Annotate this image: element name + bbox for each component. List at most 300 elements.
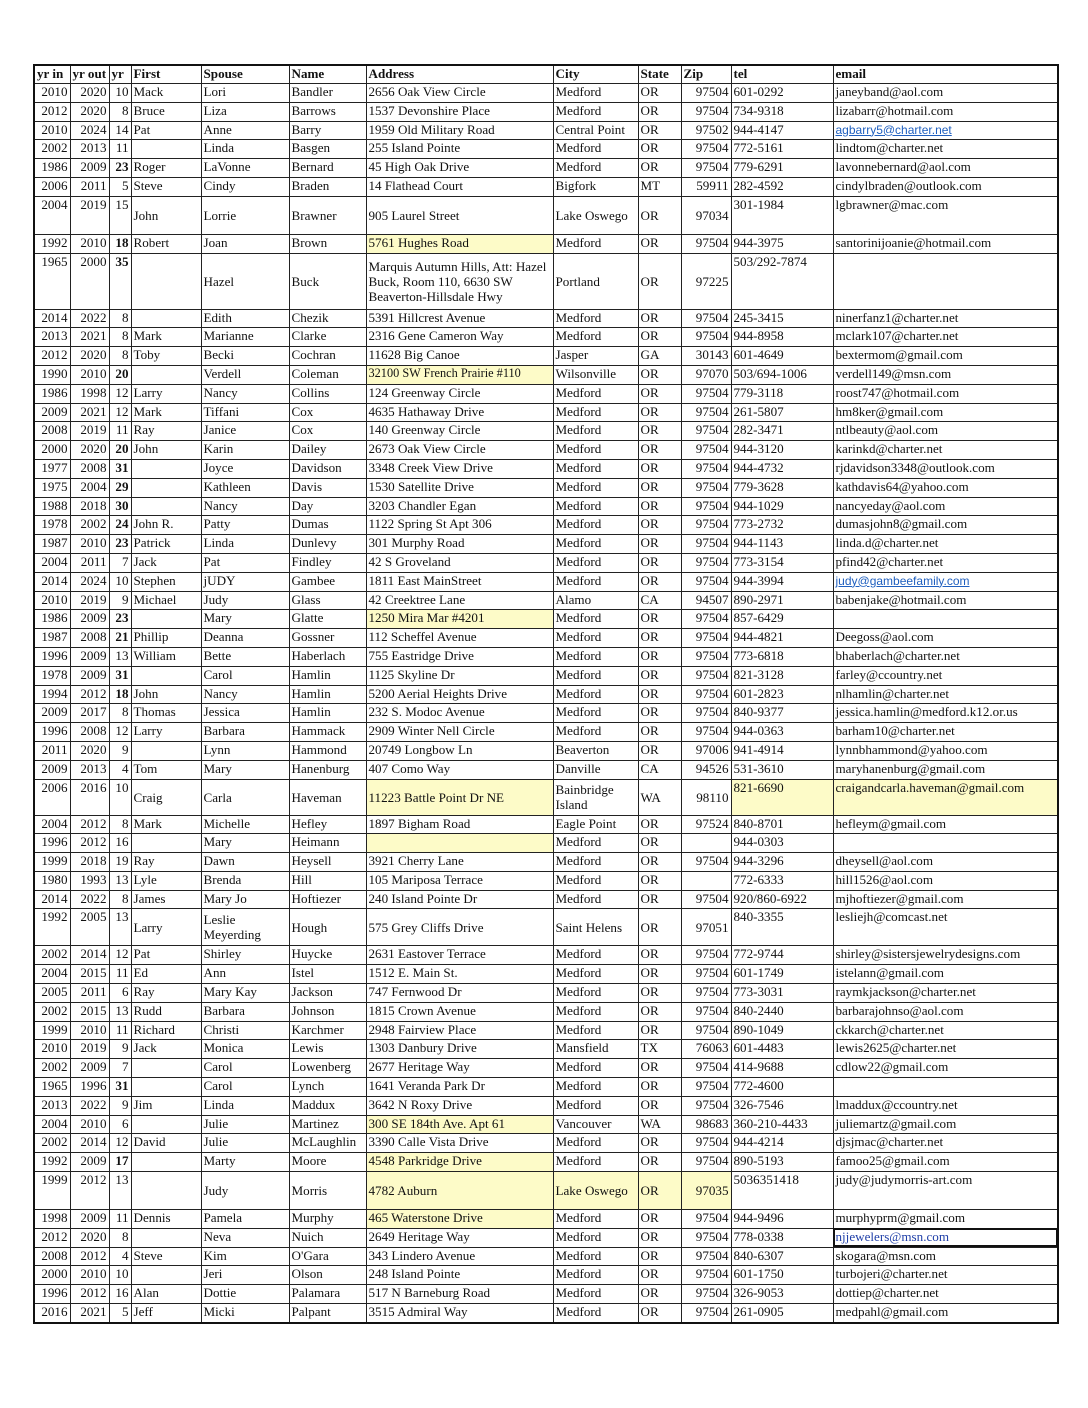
cell-state: OR bbox=[638, 834, 681, 853]
cell-city: Medford bbox=[553, 1285, 638, 1304]
cell-tel: 5036351418 bbox=[731, 1172, 833, 1210]
col-header-yr-in: yr in bbox=[34, 65, 70, 84]
cell-yr: 15 bbox=[109, 196, 131, 234]
table-row bbox=[34, 309, 1058, 328]
cell-spouse: Lorrie bbox=[201, 196, 289, 234]
email-link[interactable]: judy@gambeefamily.com bbox=[835, 573, 970, 588]
cell-spouse: Julie bbox=[201, 1115, 289, 1134]
cell-email: judy@judymorris-art.com bbox=[833, 1172, 1058, 1210]
cell-zip: 97504 bbox=[681, 723, 731, 742]
cell-name: Collins bbox=[289, 384, 366, 403]
cell-zip: 97504 bbox=[681, 1096, 731, 1115]
cell-name: Lewis bbox=[289, 1040, 366, 1059]
cell-yr-in: 1975 bbox=[34, 478, 70, 497]
cell-city: Medford bbox=[553, 666, 638, 685]
cell-name: Hamlin bbox=[289, 666, 366, 685]
cell-yr: 13 bbox=[109, 871, 131, 890]
cell-spouse: Michelle bbox=[201, 815, 289, 834]
cell-address: 2909 Winter Nell Circle bbox=[366, 723, 553, 742]
cell-tel: 944-1029 bbox=[731, 497, 833, 516]
cell-yr: 29 bbox=[109, 478, 131, 497]
col-header-first: First bbox=[131, 65, 201, 84]
cell-state: OR bbox=[638, 1247, 681, 1266]
cell-name: Cochran bbox=[289, 347, 366, 366]
cell-name: Hamlin bbox=[289, 704, 366, 723]
cell-yr-out: 1996 bbox=[70, 1078, 109, 1097]
cell-address: 5391 Hillcrest Avenue bbox=[366, 309, 553, 328]
table-row bbox=[34, 1115, 1058, 1134]
cell-state: OR bbox=[638, 723, 681, 742]
cell-yr-in: 1978 bbox=[34, 666, 70, 685]
cell-yr-out: 2014 bbox=[70, 1134, 109, 1153]
cell-address: 905 Laurel Street bbox=[366, 196, 553, 234]
cell-email[interactable] bbox=[833, 1228, 1058, 1247]
cell-yr-in: 2000 bbox=[34, 441, 70, 460]
table-row bbox=[34, 234, 1058, 253]
cell-yr-in: 2010 bbox=[34, 1040, 70, 1059]
cell-tel: 414-9688 bbox=[731, 1059, 833, 1078]
cell-state: OR bbox=[638, 196, 681, 234]
cell-email: linda.d@charter.net bbox=[833, 535, 1058, 554]
cell-address: 3642 N Roxy Drive bbox=[366, 1096, 553, 1115]
table-row bbox=[34, 384, 1058, 403]
cell-spouse: Mary Jo bbox=[201, 890, 289, 909]
cell-address: 2656 Oak View Circle bbox=[366, 84, 553, 103]
cell-name: Cox bbox=[289, 422, 366, 441]
col-header-yr: yr bbox=[109, 65, 131, 84]
cell-state: OR bbox=[638, 553, 681, 572]
cell-spouse: Julie bbox=[201, 1134, 289, 1153]
table-row bbox=[34, 253, 1058, 309]
table-row bbox=[34, 629, 1058, 648]
cell-yr: 31 bbox=[109, 459, 131, 478]
cell-name: Dumas bbox=[289, 516, 366, 535]
cell-zip: 97504 bbox=[681, 666, 731, 685]
cell-yr-in: 1986 bbox=[34, 159, 70, 178]
cell-first: Phillip bbox=[131, 629, 201, 648]
cell-yr-out: 2013 bbox=[70, 760, 109, 779]
cell-zip: 97524 bbox=[681, 815, 731, 834]
cell-tel: 890-1049 bbox=[731, 1021, 833, 1040]
cell-first: William bbox=[131, 647, 201, 666]
cell-address: 517 N Barneburg Road bbox=[366, 1285, 553, 1304]
cell-email: istelann@gmail.com bbox=[833, 965, 1058, 984]
cell-yr-in: 2009 bbox=[34, 704, 70, 723]
cell-zip: 97504 bbox=[681, 965, 731, 984]
cell-yr-out: 2020 bbox=[70, 102, 109, 121]
cell-yr-out: 2010 bbox=[70, 1021, 109, 1040]
cell-first: Ray bbox=[131, 984, 201, 1003]
cell-zip: 97504 bbox=[681, 159, 731, 178]
cell-address: 5200 Aerial Heights Drive bbox=[366, 685, 553, 704]
cell-state: OR bbox=[638, 535, 681, 554]
cell-city: Medford bbox=[553, 1247, 638, 1266]
cell-yr: 5 bbox=[109, 177, 131, 196]
cell-email: farley@ccountry.net bbox=[833, 666, 1058, 685]
cell-zip: 97504 bbox=[681, 1021, 731, 1040]
col-header-yr-out: yr out bbox=[70, 65, 109, 84]
cell-tel: 944-4147 bbox=[731, 121, 833, 140]
table-body bbox=[34, 84, 1058, 1323]
table-row bbox=[34, 741, 1058, 760]
cell-name: Heysell bbox=[289, 853, 366, 872]
cell-first: John bbox=[131, 196, 201, 234]
cell-state: OR bbox=[638, 1021, 681, 1040]
cell-email: lynnbhammond@yahoo.com bbox=[833, 741, 1058, 760]
cell-yr-in: 1986 bbox=[34, 610, 70, 629]
cell-email: famoo25@gmail.com bbox=[833, 1153, 1058, 1172]
cell-tel: 840-6307 bbox=[731, 1247, 833, 1266]
table-row bbox=[34, 1210, 1058, 1229]
cell-yr-out: 2020 bbox=[70, 347, 109, 366]
cell-state: OR bbox=[638, 853, 681, 872]
cell-email: dottiep@charter.net bbox=[833, 1285, 1058, 1304]
cell-city: Medford bbox=[553, 535, 638, 554]
cell-name: Hanenburg bbox=[289, 760, 366, 779]
cell-yr-in: 1965 bbox=[34, 253, 70, 309]
cell-address: 407 Como Way bbox=[366, 760, 553, 779]
cell-zip: 97504 bbox=[681, 478, 731, 497]
cell-first: Steve bbox=[131, 177, 201, 196]
table-row bbox=[34, 1153, 1058, 1172]
cell-spouse: Jessica bbox=[201, 704, 289, 723]
cell-yr-in: 2002 bbox=[34, 946, 70, 965]
table-row bbox=[34, 1285, 1058, 1304]
cell-yr-in: 1996 bbox=[34, 834, 70, 853]
cell-spouse: Mary bbox=[201, 834, 289, 853]
cell-email: dumasjohn8@gmail.com bbox=[833, 516, 1058, 535]
cell-city: Medford bbox=[553, 834, 638, 853]
cell-name: Cox bbox=[289, 403, 366, 422]
cell-yr-in: 1987 bbox=[34, 629, 70, 648]
cell-email: ntlbeauty@aol.com bbox=[833, 422, 1058, 441]
cell-email: maryhanenburg@gmail.com bbox=[833, 760, 1058, 779]
cell-name: Buck bbox=[289, 253, 366, 309]
cell-address: 4782 Auburn bbox=[366, 1172, 553, 1210]
cell-yr: 9 bbox=[109, 1096, 131, 1115]
cell-address: 3390 Calle Vista Drive bbox=[366, 1134, 553, 1153]
cell-yr-out: 2019 bbox=[70, 196, 109, 234]
cell-city: Eagle Point bbox=[553, 815, 638, 834]
cell-state: GA bbox=[638, 347, 681, 366]
cell-name: Brown bbox=[289, 234, 366, 253]
cell-spouse: Linda bbox=[201, 1096, 289, 1115]
cell-state: OR bbox=[638, 159, 681, 178]
cell-first bbox=[131, 741, 201, 760]
cell-first: Mack bbox=[131, 84, 201, 103]
cell-yr-in: 2004 bbox=[34, 553, 70, 572]
cell-tel: 944-4214 bbox=[731, 1134, 833, 1153]
table-row bbox=[34, 497, 1058, 516]
cell-yr: 6 bbox=[109, 1115, 131, 1134]
cell-name: Bernard bbox=[289, 159, 366, 178]
cell-yr-out: 2017 bbox=[70, 704, 109, 723]
cell-yr-out: 2018 bbox=[70, 853, 109, 872]
cell-yr-out: 2019 bbox=[70, 422, 109, 441]
cell-zip: 97504 bbox=[681, 853, 731, 872]
cell-spouse: Nancy bbox=[201, 384, 289, 403]
cell-yr-in: 1999 bbox=[34, 853, 70, 872]
cell-yr-in: 1996 bbox=[34, 1285, 70, 1304]
cell-tel: 944-9496 bbox=[731, 1210, 833, 1229]
cell-yr-out: 2019 bbox=[70, 1040, 109, 1059]
col-header-spouse: Spouse bbox=[201, 65, 289, 84]
cell-address: 1897 Bigham Road bbox=[366, 815, 553, 834]
cell-zip: 97504 bbox=[681, 1285, 731, 1304]
member-table bbox=[33, 64, 1059, 1324]
cell-city: Medford bbox=[553, 890, 638, 909]
cell-city: Medford bbox=[553, 704, 638, 723]
cell-city: Medford bbox=[553, 1134, 638, 1153]
cell-state: OR bbox=[638, 1304, 681, 1323]
cell-yr-in: 2012 bbox=[34, 102, 70, 121]
cell-yr-in: 1965 bbox=[34, 1078, 70, 1097]
cell-email: murphyprm@gmail.com bbox=[833, 1210, 1058, 1229]
cell-city: Bigfork bbox=[553, 177, 638, 196]
cell-yr-in: 2006 bbox=[34, 177, 70, 196]
cell-zip: 97504 bbox=[681, 1304, 731, 1323]
cell-email bbox=[833, 121, 1058, 140]
table-row bbox=[34, 177, 1058, 196]
cell-email: santorinijoanie@hotmail.com bbox=[833, 234, 1058, 253]
cell-yr: 8 bbox=[109, 347, 131, 366]
cell-yr-in: 2014 bbox=[34, 890, 70, 909]
cell-state: OR bbox=[638, 1266, 681, 1285]
cell-email: bhaberlach@charter.net bbox=[833, 647, 1058, 666]
cell-tel: 840-2440 bbox=[731, 1002, 833, 1021]
cell-state: OR bbox=[638, 647, 681, 666]
cell-first: Rudd bbox=[131, 1002, 201, 1021]
cell-yr-out: 2012 bbox=[70, 1247, 109, 1266]
cell-zip: 97504 bbox=[681, 309, 731, 328]
cell-yr: 11 bbox=[109, 965, 131, 984]
cell-yr-out: 2016 bbox=[70, 779, 109, 815]
cell-city: Medford bbox=[553, 1304, 638, 1323]
cell-zip: 97504 bbox=[681, 647, 731, 666]
table-row bbox=[34, 815, 1058, 834]
cell-yr-in: 1992 bbox=[34, 234, 70, 253]
cell-tel: 360-210-4433 bbox=[731, 1115, 833, 1134]
table-row bbox=[34, 1078, 1058, 1097]
cell-spouse: Becki bbox=[201, 347, 289, 366]
table-row bbox=[34, 871, 1058, 890]
cell-yr-out: 2019 bbox=[70, 591, 109, 610]
table-row bbox=[34, 328, 1058, 347]
cell-yr-in: 2004 bbox=[34, 965, 70, 984]
cell-email: raymkjackson@charter.net bbox=[833, 984, 1058, 1003]
cell-yr-out: 2009 bbox=[70, 647, 109, 666]
cell-state: OR bbox=[638, 1285, 681, 1304]
cell-spouse: Liza bbox=[201, 102, 289, 121]
cell-yr: 35 bbox=[109, 253, 131, 309]
cell-yr: 23 bbox=[109, 159, 131, 178]
cell-spouse: Hazel bbox=[201, 253, 289, 309]
cell-city: Wilsonville bbox=[553, 365, 638, 384]
cell-city: Medford bbox=[553, 328, 638, 347]
cell-tel: 944-3120 bbox=[731, 441, 833, 460]
cell-yr-out: 2008 bbox=[70, 629, 109, 648]
cell-zip: 97504 bbox=[681, 516, 731, 535]
cell-zip bbox=[681, 871, 731, 890]
cell-tel: 944-0303 bbox=[731, 834, 833, 853]
table-row bbox=[34, 459, 1058, 478]
cell-city: Medford bbox=[553, 946, 638, 965]
cell-tel: 944-3994 bbox=[731, 572, 833, 591]
cell-zip: 97504 bbox=[681, 685, 731, 704]
cell-name: Palamara bbox=[289, 1285, 366, 1304]
cell-email bbox=[833, 253, 1058, 309]
cell-tel: 772-4600 bbox=[731, 1078, 833, 1097]
cell-tel: 261-5807 bbox=[731, 403, 833, 422]
cell-tel: 857-6429 bbox=[731, 610, 833, 629]
cell-first: Ed bbox=[131, 965, 201, 984]
cell-tel: 821-6690 bbox=[731, 779, 833, 815]
cell-address: 343 Lindero Avenue bbox=[366, 1247, 553, 1266]
col-header-address: Address bbox=[366, 65, 553, 84]
cell-state: OR bbox=[638, 666, 681, 685]
cell-email: lavonnebernard@aol.com bbox=[833, 159, 1058, 178]
cell-email: janeyband@aol.com bbox=[833, 84, 1058, 103]
cell-email: lewis2625@charter.net bbox=[833, 1040, 1058, 1059]
cell-first: Jeff bbox=[131, 1304, 201, 1323]
cell-city: Medford bbox=[553, 84, 638, 103]
cell-name: Istel bbox=[289, 965, 366, 984]
selected-cell-email: njjewelers@msn.com bbox=[835, 1228, 950, 1244]
table-row bbox=[34, 121, 1058, 140]
cell-yr-out: 2020 bbox=[70, 84, 109, 103]
cell-address: 2948 Fairview Place bbox=[366, 1021, 553, 1040]
cell-spouse: Joyce bbox=[201, 459, 289, 478]
cell-city: Medford bbox=[553, 871, 638, 890]
cell-state: OR bbox=[638, 234, 681, 253]
cell-city: Medford bbox=[553, 965, 638, 984]
cell-spouse: Anne bbox=[201, 121, 289, 140]
cell-city: Medford bbox=[553, 403, 638, 422]
cell-yr: 14 bbox=[109, 121, 131, 140]
cell-yr: 23 bbox=[109, 610, 131, 629]
cell-first: Alan bbox=[131, 1285, 201, 1304]
header-row bbox=[34, 65, 1058, 84]
table-row bbox=[34, 610, 1058, 629]
cell-address: 4635 Hathaway Drive bbox=[366, 403, 553, 422]
cell-address: 1811 East MainStreet bbox=[366, 572, 553, 591]
cell-tel: 282-4592 bbox=[731, 177, 833, 196]
cell-yr: 13 bbox=[109, 647, 131, 666]
cell-spouse: Brenda bbox=[201, 871, 289, 890]
cell-email bbox=[833, 834, 1058, 853]
cell-address: 1122 Spring St Apt 306 bbox=[366, 516, 553, 535]
cell-zip: 97504 bbox=[681, 610, 731, 629]
cell-yr-in: 1998 bbox=[34, 1210, 70, 1229]
cell-email: lindtom@charter.net bbox=[833, 140, 1058, 159]
cell-state: OR bbox=[638, 365, 681, 384]
cell-first: Dennis bbox=[131, 1210, 201, 1229]
cell-name: Davidson bbox=[289, 459, 366, 478]
cell-first: Larry bbox=[131, 909, 201, 946]
cell-name: Hefley bbox=[289, 815, 366, 834]
cell-address: 20749 Longbow Ln bbox=[366, 741, 553, 760]
cell-email: jessica.hamlin@medford.k12.or.us bbox=[833, 704, 1058, 723]
cell-state: OR bbox=[638, 478, 681, 497]
cell-name: Hough bbox=[289, 909, 366, 946]
cell-spouse: Verdell bbox=[201, 365, 289, 384]
cell-tel: 944-4732 bbox=[731, 459, 833, 478]
cell-tel: 779-3628 bbox=[731, 478, 833, 497]
cell-address: 301 Murphy Road bbox=[366, 535, 553, 554]
cell-email: ckkarch@charter.net bbox=[833, 1021, 1058, 1040]
cell-yr-in: 2009 bbox=[34, 403, 70, 422]
cell-tel: 944-4821 bbox=[731, 629, 833, 648]
cell-email: lesliejh@comcast.net bbox=[833, 909, 1058, 946]
cell-yr-out: 2013 bbox=[70, 140, 109, 159]
table-row bbox=[34, 666, 1058, 685]
cell-zip: 97504 bbox=[681, 384, 731, 403]
cell-zip: 97504 bbox=[681, 1059, 731, 1078]
cell-yr-out: 2020 bbox=[70, 1228, 109, 1247]
cell-state: OR bbox=[638, 84, 681, 103]
cell-yr-out: 2012 bbox=[70, 815, 109, 834]
table-row bbox=[34, 890, 1058, 909]
cell-yr-in: 2008 bbox=[34, 1247, 70, 1266]
cell-city: Medford bbox=[553, 234, 638, 253]
cell-tel: 773-6818 bbox=[731, 647, 833, 666]
cell-address: 3203 Chandler Egan bbox=[366, 497, 553, 516]
cell-yr-in: 2013 bbox=[34, 328, 70, 347]
email-link[interactable]: agbarry5@charter.net bbox=[835, 122, 952, 137]
cell-yr-in: 2002 bbox=[34, 140, 70, 159]
cell-first: David bbox=[131, 1134, 201, 1153]
cell-email: cdlow22@gmail.com bbox=[833, 1059, 1058, 1078]
cell-yr-in: 1999 bbox=[34, 1172, 70, 1210]
cell-zip: 97504 bbox=[681, 572, 731, 591]
cell-address: 140 Greenway Circle bbox=[366, 422, 553, 441]
cell-state: OR bbox=[638, 1096, 681, 1115]
cell-first: Toby bbox=[131, 347, 201, 366]
cell-email: Deegoss@aol.com bbox=[833, 629, 1058, 648]
cell-yr-in: 2002 bbox=[34, 1134, 70, 1153]
cell-tel: 734-9318 bbox=[731, 102, 833, 121]
cell-email: babenjake@hotmail.com bbox=[833, 591, 1058, 610]
cell-spouse: Linda bbox=[201, 140, 289, 159]
table-row bbox=[34, 1040, 1058, 1059]
cell-first: Richard bbox=[131, 1021, 201, 1040]
cell-tel: 840-8701 bbox=[731, 815, 833, 834]
cell-spouse: Janice bbox=[201, 422, 289, 441]
cell-yr-in: 2004 bbox=[34, 196, 70, 234]
cell-email: lgbrawner@mac.com bbox=[833, 196, 1058, 234]
cell-yr-in: 2014 bbox=[34, 309, 70, 328]
cell-zip bbox=[681, 834, 731, 853]
cell-yr-in: 2010 bbox=[34, 591, 70, 610]
cell-yr-out: 2009 bbox=[70, 666, 109, 685]
cell-name: Findley bbox=[289, 553, 366, 572]
cell-city: Medford bbox=[553, 647, 638, 666]
cell-spouse: Dottie bbox=[201, 1285, 289, 1304]
cell-zip: 97504 bbox=[681, 1247, 731, 1266]
cell-state: OR bbox=[638, 1172, 681, 1210]
cell-yr: 5 bbox=[109, 1304, 131, 1323]
cell-address: 3348 Creek View Drive bbox=[366, 459, 553, 478]
cell-yr: 9 bbox=[109, 591, 131, 610]
cell-city: Medford bbox=[553, 723, 638, 742]
cell-zip: 97504 bbox=[681, 422, 731, 441]
cell-email: hm8ker@gmail.com bbox=[833, 403, 1058, 422]
cell-first bbox=[131, 253, 201, 309]
cell-city: Medford bbox=[553, 102, 638, 121]
cell-address: 575 Grey Cliffs Drive bbox=[366, 909, 553, 946]
cell-yr: 11 bbox=[109, 140, 131, 159]
col-header-email: email bbox=[833, 65, 1058, 84]
